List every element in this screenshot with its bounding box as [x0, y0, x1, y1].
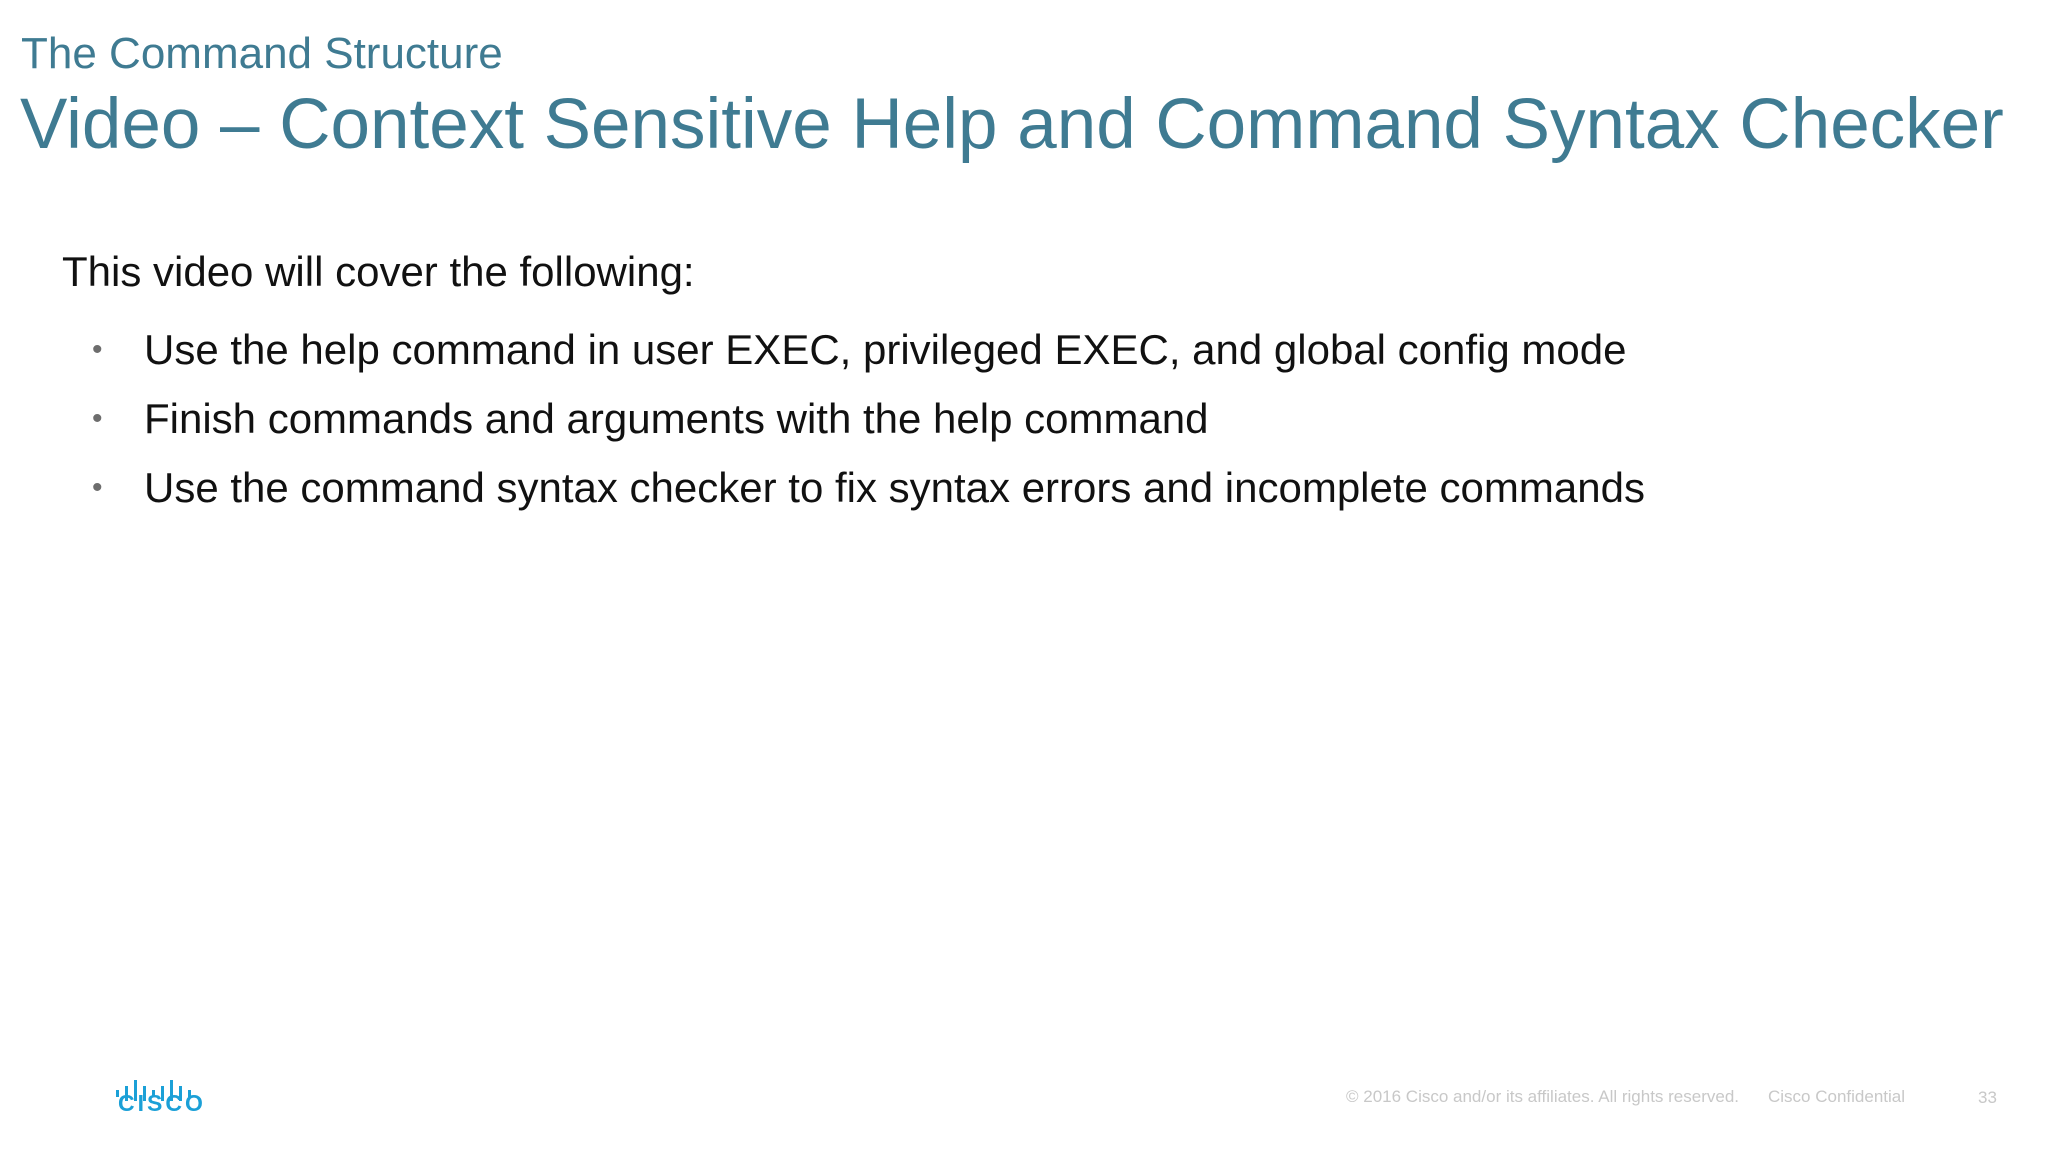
bullet-icon: • [92, 402, 103, 435]
bullet-text: Use the help command in user EXEC, privileged EXEC, and global config mode [144, 326, 1627, 373]
page-number: 33 [1978, 1088, 1997, 1107]
section-title: The Command Structure [21, 29, 503, 78]
logo-wordmark: CISCO [118, 1090, 206, 1116]
confidential-label: Cisco Confidential [1768, 1087, 1906, 1106]
bullet-text: Finish commands and arguments with the help command [144, 395, 1209, 442]
copyright-text: © 2016 Cisco and/or its affiliates. All rights reserved. [1346, 1087, 1740, 1106]
bullet-icon: • [92, 471, 103, 504]
bullet-icon: • [92, 333, 103, 366]
intro-text: This video will cover the following: [62, 248, 695, 295]
bullet-text: Use the command syntax checker to fix syntax errors and incomplete commands [144, 464, 1645, 511]
slide-title: Video – Context Sensitive Help and Command Syntax Checker [20, 85, 2004, 164]
